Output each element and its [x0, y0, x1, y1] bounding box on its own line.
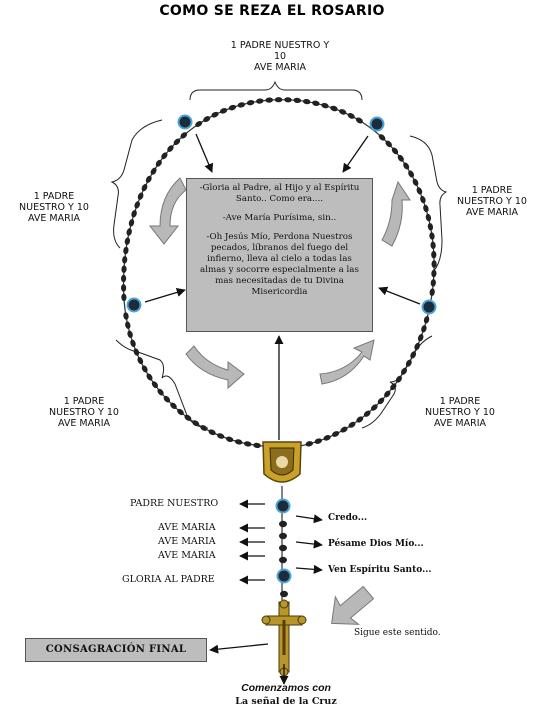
prayer-box	[186, 178, 373, 332]
hail-mary-bead	[141, 364, 149, 373]
hail-mary-bead	[423, 315, 430, 324]
our-father-bead	[423, 301, 436, 314]
start-line-1: Comenzamos con	[241, 682, 331, 694]
hail-mary-bead	[312, 100, 321, 107]
hail-mary-bead	[405, 359, 413, 368]
hail-mary-bead	[347, 112, 356, 120]
hail-mary-bead	[145, 175, 153, 184]
hail-mary-bead	[243, 441, 251, 448]
decade-label-lower-right: 1 PADRE NUESTRO Y 10 AVE MARIA	[425, 396, 495, 429]
hail-mary-bead	[130, 209, 137, 218]
hail-mary-bead	[137, 192, 145, 201]
hail-mary-bead	[419, 195, 426, 204]
hail-mary-bead	[330, 105, 339, 112]
our-father-bead	[128, 299, 141, 312]
hail-mary-bead	[409, 350, 417, 359]
gloria-prayer: -Gloria al Padre, al Hijo y al Espíritu Santo.. Como era....	[199, 183, 360, 204]
hail-mary-bead	[121, 265, 127, 273]
hail-mary-bead	[303, 98, 311, 104]
hail-mary-bead	[400, 367, 408, 376]
hail-mary-bead	[219, 107, 228, 115]
hail-mary-bead	[199, 424, 208, 432]
hail-mary-bead	[323, 434, 332, 442]
credo-label: Credo...	[328, 513, 368, 523]
hail-mary-bead	[429, 288, 435, 296]
direction-hint: Sigue este sentido.	[354, 628, 441, 638]
hail-mary-bead	[136, 356, 144, 365]
direction-arrow-icon	[320, 340, 374, 384]
hail-mary-bead	[321, 102, 330, 109]
hail-mary-bead	[430, 279, 436, 287]
hail-mary-bead	[145, 372, 153, 381]
hail-mary-bead	[122, 256, 128, 264]
hail-mary-bead	[425, 213, 432, 222]
hail-mary-bead	[234, 438, 243, 445]
oh-jesus-prayer: -Oh Jesús Mío, Perdona Nuestros pecados, líbranos del fuego del infierno, lleva al cielo a todas las almas y socorre especialmente a las mas necesitadas de tu Divina Misericordia	[200, 232, 359, 297]
hail-mary-bead	[202, 115, 211, 123]
tail-beads	[277, 500, 291, 598]
start-instruction	[206, 682, 366, 708]
hail-mary-bead	[256, 98, 264, 104]
upper-right-brace	[410, 136, 446, 272]
hail-mary-bead	[431, 251, 437, 259]
hail-mary-bead	[126, 228, 133, 237]
hail-mary-bead	[123, 246, 129, 254]
hail-mary-bead	[225, 436, 234, 443]
gloria-al-padre-label: GLORIA AL PADRE	[122, 574, 215, 585]
page-title: COMO SE REZA EL ROSARIO	[159, 3, 385, 19]
hail-mary-bead	[121, 284, 126, 292]
hail-mary-bead	[216, 432, 225, 440]
hail-mary-bead	[314, 437, 323, 444]
ave-maria-label: AVE MARIA	[158, 536, 216, 547]
hail-mary-bead	[149, 167, 157, 176]
decade-label-top: 1 PADRE NUESTRO Y 10 AVE MARIA	[230, 40, 330, 73]
hail-mary-bead	[429, 232, 435, 240]
hail-mary-bead	[129, 339, 136, 348]
start-line-2: La señal de la Cruz	[235, 696, 337, 707]
decade-label-upper-right: 1 PADRE NUESTRO Y 10 AVE MARIA	[457, 185, 527, 218]
medal	[263, 442, 301, 482]
hail-mary-bead	[413, 342, 421, 351]
direction-arrow-icon	[186, 346, 244, 388]
gloria-bead	[278, 570, 291, 583]
hail-mary-bead	[422, 204, 429, 213]
hail-mary-bead	[417, 333, 425, 342]
direction-arrow-icon	[150, 178, 186, 244]
hail-mary-bead	[128, 218, 135, 227]
hail-mary-bead	[194, 120, 203, 129]
hail-mary-bead	[124, 237, 130, 245]
hail-mary-bead	[121, 275, 126, 283]
hail-mary-bead	[210, 111, 219, 119]
ven-espiritu-label: Ven Espíritu Santo...	[328, 565, 432, 575]
padre-nuestro-label: PADRE NUESTRO	[130, 498, 219, 509]
pesame-label: Pésame Dios Mío...	[328, 539, 424, 549]
hail-mary-bead	[338, 108, 347, 116]
hail-mary-bead	[427, 223, 434, 231]
decade-label-lower-left: 1 PADRE NUESTRO Y 10 AVE MARIA	[49, 396, 119, 429]
hail-mary-bead	[305, 440, 314, 447]
hail-mary-bead	[420, 324, 427, 333]
hail-mary-bead	[430, 241, 436, 249]
hail-mary-bead	[407, 169, 415, 178]
ave-maria-label: AVE MARIA	[158, 550, 216, 561]
hail-mary-bead	[284, 97, 292, 103]
consagracion-final-box: CONSAGRACIÓN FINAL	[25, 638, 207, 662]
hail-mary-bead	[355, 116, 364, 124]
credo-bead	[277, 500, 290, 513]
hail-mary-bead	[123, 312, 129, 320]
ave-maria-label: AVE MARIA	[158, 522, 216, 533]
hail-mary-bead	[265, 97, 273, 103]
hail-mary-bead	[133, 200, 141, 209]
hail-mary-bead	[208, 428, 217, 436]
hail-mary-bead	[432, 260, 437, 268]
hail-mary-bead	[140, 183, 148, 192]
hail-mary-bead	[121, 293, 127, 301]
hail-mary-bead	[228, 104, 237, 111]
hail-mary-bead	[275, 97, 283, 102]
hail-mary-bead	[416, 186, 424, 195]
hail-mary-bead	[124, 321, 131, 330]
decade-label-upper-left: 1 PADRE NUESTRO Y 10 AVE MARIA	[19, 191, 89, 224]
hail-mary-bead	[237, 101, 246, 108]
our-father-bead	[179, 116, 192, 129]
hail-mary-bead	[127, 330, 134, 339]
hail-mary-bead	[411, 178, 419, 187]
hail-mary-bead	[253, 442, 261, 448]
hail-mary-bead	[133, 348, 141, 357]
hail-mary-bead	[431, 270, 437, 278]
our-father-bead	[371, 118, 384, 131]
ave-maria-purisima: -Ave María Purísima, sin..	[222, 213, 337, 223]
hail-mary-bead	[246, 99, 254, 106]
hail-mary-bead	[347, 421, 356, 429]
direction-arrow-icon	[382, 182, 410, 246]
hail-mary-bead	[339, 425, 348, 433]
hail-mary-bead	[293, 97, 301, 103]
hail-mary-bead	[331, 430, 340, 438]
hail-mary-bead	[402, 161, 410, 170]
top-brace	[190, 82, 362, 100]
